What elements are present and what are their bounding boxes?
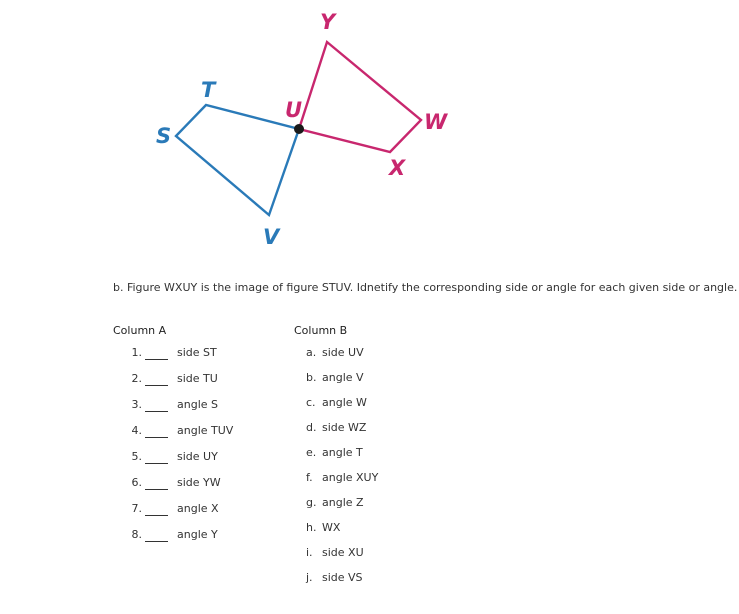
item-term: angle W [322,396,367,409]
item-number: 2. [131,372,142,385]
item-term: side XU [322,546,364,559]
item-letter: j. [306,571,313,584]
item-number: 5. [131,450,142,463]
answer-blank[interactable] [145,489,168,490]
item-letter: d. [306,421,317,434]
item-letter: h. [306,521,317,534]
item-letter: a. [306,346,317,359]
item-term: side TU [177,372,218,385]
item-number: 3. [131,398,142,411]
item-number: 1. [131,346,142,359]
item-term: side WZ [322,421,367,434]
vertex-label-v: V [263,225,280,249]
vertex-label-s: S [156,124,172,148]
answer-blank[interactable] [145,385,168,386]
item-term: angle V [322,371,364,384]
answer-blank[interactable] [145,411,168,412]
item-letter: b. [306,371,317,384]
item-term: side ST [177,346,217,359]
vertex-label-u: U [285,98,303,122]
vertex-label-t: T [201,78,216,102]
item-number: 4. [131,424,142,437]
item-term: side VS [322,571,363,584]
item-letter: e. [306,446,317,459]
geometry-figure [0,0,739,270]
item-term: angle Y [177,528,218,541]
answer-blank[interactable] [145,437,168,438]
column-b-header: Column B [294,324,348,337]
item-number: 7. [131,502,142,515]
item-letter: i. [306,546,313,559]
column-a-header: Column A [113,324,167,337]
vertex-label-y: Y [320,10,336,34]
item-term: side UV [322,346,364,359]
figure-wxuy [299,42,421,152]
item-term: WX [322,521,341,534]
item-term: angle T [322,446,363,459]
item-letter: f. [306,471,313,484]
item-number: 6. [131,476,142,489]
item-term: angle X [177,502,219,515]
answer-blank[interactable] [145,515,168,516]
answer-blank[interactable] [145,359,168,360]
item-number: 8. [131,528,142,541]
item-term: side YW [177,476,221,489]
item-term: side UY [177,450,218,463]
item-letter: c. [306,396,316,409]
item-term: angle XUY [322,471,379,484]
item-term: angle TUV [177,424,234,437]
point-u [294,124,304,134]
figure-stuv [176,105,299,215]
vertex-label-w: W [424,110,448,134]
answer-blank[interactable] [145,463,168,464]
vertex-label-x: X [389,156,406,180]
item-letter: g. [306,496,317,509]
item-term: angle S [177,398,218,411]
question-prompt: b. Figure WXUY is the image of figure STUV. Idnetify the corresponding side or angle for each given side or angle. [113,281,738,294]
item-term: angle Z [322,496,364,509]
answer-blank[interactable] [145,541,168,542]
